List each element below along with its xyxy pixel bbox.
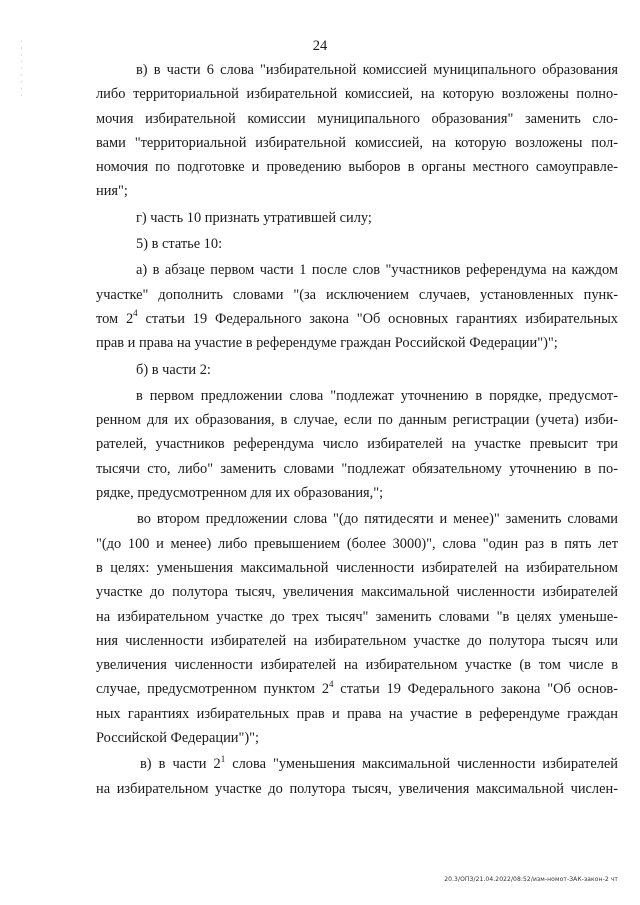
superscript-1: 1	[220, 753, 226, 764]
paragraph-4-line-3-start: том 2	[96, 310, 134, 327]
paragraph-4-line-2: участке" дополнить словами "(за исключением случаев, установленных пунк-	[96, 286, 618, 303]
paragraph-7-line-3: в целях: уменьшения максимальной численности избирателей на избирательном	[96, 559, 618, 576]
paragraph-6-line-2: ренном для их образования, в случае, если по данным регистрации (учета) изби-	[96, 412, 618, 429]
paragraph-7-line-4: участке до полутора тысяч, увеличения максимальной численности избирателей	[96, 584, 618, 601]
paragraph-2-line-1: г) часть 10 признать утратившей силу;	[136, 209, 372, 226]
superscript-4: 4	[133, 308, 138, 319]
paragraph-1-line-1: в) в части 6 слова "избирательной комиссией муниципального образования	[136, 62, 618, 78]
paragraph-8-line-1	[96, 752, 618, 776]
paragraph-7-line-10: Российской Федерации")";	[96, 730, 260, 747]
paragraph-7-line-5: на избирательном участке до трех тысяч" заменить словами "в целях уменьше-	[96, 608, 618, 625]
paragraph-8-line-2: на избирательном участке до полутора тысяч, увеличения максимальной числен-	[96, 780, 618, 797]
paragraph-4-line-4: прав и права на участие в референдуме граждан Российской Федерации")";	[96, 335, 558, 352]
paragraph-6-line-4: тысячи сто, либо" заменить словами "подлежат обязательному уточнению в по-	[96, 460, 618, 477]
paragraph-7-line-8-end: статьи 19 Федерального закона "Об основ-	[333, 681, 619, 698]
paragraph-4-line-1: а) в абзаце первом части 1 после слов "участников референдума на каждом	[136, 262, 618, 279]
paragraph-7-line-7: увеличения численности избирателей на избирательном участке (в том числе в	[96, 657, 618, 674]
paragraph-1-line-3: мочия избирательной комиссии муниципального образования" заменить сло-	[96, 110, 618, 127]
margin-binding-marks: - - - - - - - - -	[17, 40, 25, 98]
paragraph-1-line-6: ния";	[96, 183, 128, 200]
paragraph-1-line-4: вами "территориальной избирательной комиссией, на которую возложены пол-	[96, 134, 618, 151]
paragraph-8-line-1-start: в) в части 2	[140, 756, 221, 773]
paragraph-7-line-6: ния численности избирателей на избирательном участке до полутора тысяч или	[96, 632, 618, 649]
paragraph-6-line-5: рядке, предусмотренном для их образования,";	[96, 485, 384, 502]
paragraph-3-line-1: 5) в статье 10:	[136, 236, 223, 253]
footer-document-code: 20.3/ОПЗ/21.04.2022/08:52/изм-номот-ЗАК-закон-2 чт	[444, 876, 618, 883]
paragraph-5-line-1: б) в части 2:	[136, 361, 211, 378]
page-number: 24	[312, 38, 328, 54]
paragraph-6-line-1: в первом предложении слова "подлежат уточнению в порядке, предусмот-	[136, 387, 618, 404]
paragraph-8-line-1-end: слова "уменьшения максимальной численности избирателей	[225, 756, 619, 773]
paragraph-7-line-9: ных гарантиях избирательных прав и права на участие в референдуме граждан	[96, 705, 618, 722]
document-body	[96, 58, 618, 801]
paragraph-6-line-3: рателей, участников референдума число избирателей на участке превысит три	[96, 436, 618, 453]
superscript-4: 4	[329, 678, 334, 689]
paragraph-7-line-2: "(до 100 и менее) либо превышением (более 3000)", слова "один раз в пять лет	[96, 535, 618, 552]
paragraph-7-line-1: во втором предложении слова "(до пятидесяти и менее)" заменить словами	[137, 511, 618, 528]
paragraph-1-line-5: номочия по подготовке и проведению выборов в органы местного самоуправле-	[96, 159, 618, 176]
paragraph-7-line-8-start: случае, предусмотренном пунктом 2	[96, 681, 330, 698]
paragraph-7-line-8	[96, 677, 618, 701]
paragraph-1-line-2: либо территориальной избирательной комиссией, на которую возложены полно-	[96, 86, 618, 103]
paragraph-4-line-3	[96, 307, 618, 331]
paragraph-4-line-3-end: статьи 19 Федерального закона "Об основных гарантиях избирательных	[137, 310, 618, 327]
